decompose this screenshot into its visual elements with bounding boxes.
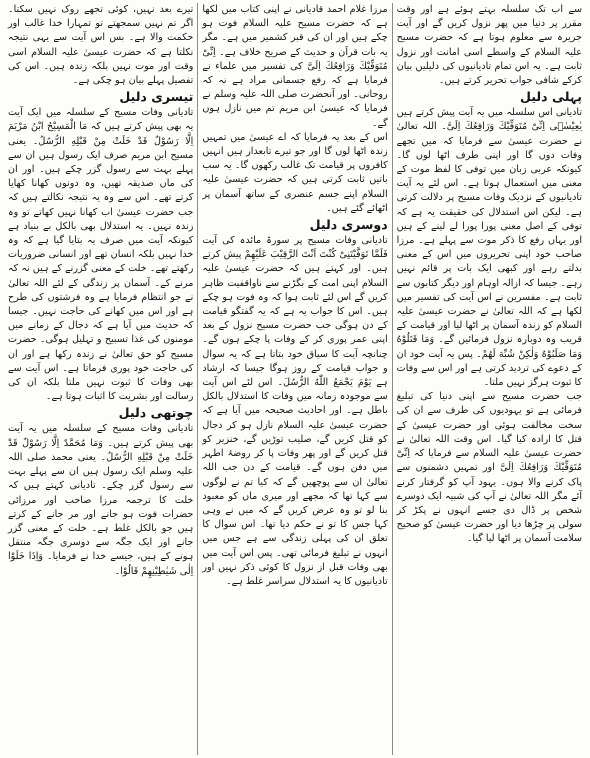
paragraph: تادیانی اس سلسلہ میں یہ آیت پیش کرتے ہیں یٰعِیْسٰۤی اِنِّیْ مُتَوَفِّیْكَ وَرَافِعُكَ اِلَیَّ۔ اللہ تعالیٰ نے حضرت عیسیٰ سے فرمایا کہ میں تجھے وفات دوں گا اور اپنی طرف اٹھا لوں گا۔ کیونکہ عربی زبان میں توفی کا لفظ موت کے معنی میں استعمال ہوتا ہے۔ اس لئے یہ آیت تادیانیوں کے نزدیک وفات مسیح پر دلالت کرتی ہے۔ لیکن اس استدلال کی حقیقت یہ ہے کہ توفی کے اصل معنی پورا پورا لے لینے کے ہیں اور یہاں رفع کا ذکر موت سے پہلے ہے۔ مرزا صاحب خود اپنی تحریروں میں اس کے معنی بدلتے رہے اور کبھی ایک بات پر قائم نہیں رہے۔ جیسا کہ ازالہ اوہام اور دیگر کتابوں سے ثابت ہے۔ مفسرین نے اس آیت کی تفسیر میں لکھا ہے کہ اللہ تعالیٰ نے حضرت عیسیٰ علیہ السلام کو زندہ آسمان پر اٹھا لیا اور قیامت کے قریب وہ دوبارہ نزول فرمائیں گے۔ وَمَا قَتَلُوْهُ وَمَا صَلَبُوْهُ وَلٰكِنْ شُبِّهَ لَهُمْ۔ پس یہ آیت خود ان کے دعوے کی تردید کرتی ہے اور اس سے وفات کا ثبوت ہرگز نہیں ملتا۔	[396, 107, 582, 389]
paragraph: جب حضرت مسیح سے اپنی دنیا کی تبلیغ فرمائی ہے تو یہودیوں کی طرف سے ان کی سخت مخالفت ہوئی اور حضرت عیسیٰ کے قتل کا ارادہ کیا گیا۔ اس وقت اللہ تعالیٰ نے حضرت عیسیٰ علیہ السلام سے فرمایا کہ اِنِّیْ مُتَوَفِّیْكَ وَرَافِعُكَ اِلَیَّ اور تمہیں دشمنوں سے پاک کرنے والا ہوں۔ یہود آپ کو گرفتار کرنے آئے مگر اللہ تعالیٰ نے آپ کی شبیہ ایک دوسرے شخص پر ڈال دی جسے انہوں نے پکڑ کر سولی پر چڑھا دیا اور حضرت عیسیٰ کو صحیح سلامت آسمان پر اٹھا لیا گیا۔	[396, 391, 582, 545]
paragraph: سے اب تک سلسلہ بہتے ہوئے ہے اور وقت مقرر پر دنیا میں پھر نزول کریں گے اور آیت جریرہ سے معلوم ہوتا ہے کہ حضرت مسیح علیہ السلام کے واسطے اسی امانت اور نزول ثابت ہے۔ یہ اس تمام تادیانیوں کی دلیلیں بیان کرکے شافی جواب تحریر کرتے ہیں۔	[396, 4, 582, 87]
column-right	[393, 3, 586, 755]
column-middle	[198, 3, 392, 755]
section-heading: پہلی دلیل	[520, 89, 582, 105]
paragraph: اس کے بعد یہ فرمایا کہ اے عیسیٰ میں تمہیں زندہ اٹھا لوں گا اور جو تیرے تابعدار ہیں انہیں کافروں پر قیامت تک غالب رکھوں گا۔ یہ سب باتیں ثابت کرتی ہیں کہ حضرت عیسیٰ علیہ السلام اپنے جسم عنصری کے ساتھ آسمان پر اٹھائے گئے ہیں۔	[202, 131, 388, 214]
paragraph: تادیانی وفات مسیح کے سلسلہ میں ایک آیت یہ بھی پیش کرتے ہیں کہ مَا الْمَسِیْحُ ابْنُ مَرْیَمَ اِلَّا رَسُوْلٌ قَدْ خَلَتْ مِنْ قَبْلِهِ الرُّسُلُ۔ یعنی مسیح ابن مریم صرف ایک رسول ہیں ان سے پہلے بہت سے رسول گزر چکے ہیں۔ اور ان کی ماں صدیقہ تھیں، وہ دونوں کھانا کھایا کرتے تھے۔ اس سے وہ یہ نتیجہ نکالتے ہیں کہ جب حضرت عیسیٰ اب کھانا نہیں کھاتے تو وہ زندہ نہیں۔ یہ استدلال بھی بالکل بے بنیاد ہے کیونکہ آیت میں صرف یہ بتایا گیا ہے کہ وہ خدا نہیں بلکہ انسان تھے اور انسانی ضروریات رکھتے تھے۔ خلت کے معنی گزرنے کے ہیں نہ کہ مرنے کے۔ آسمان پر زندگی کے لئے اللہ تعالیٰ نے جو انتظام فرمایا ہے وہ فرشتوں کی طرح ہے اور اس میں کھانے کی حاجت نہیں۔ جیسا کہ حدیث میں آیا ہے کہ دجال کے زمانے میں مومنوں کی غذا تسبیح و تہلیل ہوگی۔ حضرت مسیح کو حق تعالیٰ نے زندہ رکھا ہے اور ان کی حاجت خود پوری فرماتا ہے۔ اس آیت سے بھی وفات کا ثبوت نہیں ملتا بلکہ ان کی رسالت اور بشریت کا اثبات ہوتا ہے۔	[8, 107, 194, 403]
section-heading: چوتھی دلیل	[118, 405, 194, 421]
column-left	[4, 3, 198, 755]
section-heading: تیسری دلیل	[119, 89, 194, 105]
paragraph: مرزا غلام احمد قادیانی نے اپنی کتاب میں لکھا ہے کہ حضرت مسیح علیہ السلام فوت ہو چکے ہیں اور ان کی قبر کشمیر میں ہے۔ مگر یہ بات قرآن و حدیث کے صریح خلاف ہے۔ اِنِّیْ مُتَوَفِّیْكَ وَرَافِعُكَ اِلَیَّ کی تفسیر میں علماء نے فرمایا ہے کہ رفع جسمانی مراد ہے نہ کہ روحانی۔ اور آنحضرت صلی اللہ علیہ وسلم نے فرمایا کہ عیسیٰ ابن مریم تم میں نازل ہوں گے۔	[202, 4, 388, 129]
paragraph: تیرے بعد نہیں، کوئی تجھے روک نہیں سکتا۔ اگر تم نہیں سمجھتے تو تمہارا خدا غالب اور حکمت والا ہے۔ بس اس آیت سے یہی نتیجہ نکلتا ہے کہ حضرت عیسیٰ علیہ السلام اسی وقت اور موت نہیں بلکہ زندہ ہیں۔ اس کی تفصیل پہلے بیان ہو چکی ہے۔	[8, 4, 194, 87]
paragraph: تادیانی وفات مسیح پر سورۃ مائدہ کی آیت فَلَمَّا تَوَفَّیْتَنِیْ كُنْتَ اَنْتَ الرَّقِیْبَ عَلَیْهِمْ پیش کرتے ہیں۔ اور کہتے ہیں کہ حضرت عیسیٰ علیہ السلام اپنی امت کے بگڑنے سے ناواقفیت ظاہر کریں گے اس لئے ثابت ہوا کہ وہ فوت ہو چکے ہیں۔ اس کا جواب یہ ہے کہ یہ گفتگو قیامت کے دن ہوگی جب حضرت مسیح نزول کے بعد اپنی عمر پوری کر کے وفات پا چکے ہوں گے۔ چنانچہ آیت کا سیاق خود بتاتا ہے کہ یہ سوال و جواب قیامت کے روز ہوگا جیسا کہ ارشاد ہے یَوْمَ یَجْمَعُ اللّٰهُ الرُّسُلَ۔ اس لئے اس آیت سے موجودہ زمانہ میں وفات کا استدلال بالکل باطل ہے۔ اور احادیث صحیحہ میں آیا ہے کہ حضرت عیسیٰ علیہ السلام نازل ہو کر دجال کو قتل کریں گے، صلیب توڑیں گے، خنزیر کو قتل کریں گے اور پھر وفات پا کر روضۂ اطہر میں دفن ہوں گے۔ قیامت کے دن جب اللہ تعالیٰ ان سے پوچھیں گے کہ کیا تم نے لوگوں سے کہا تھا کہ مجھے اور میری ماں کو معبود بنا لو تو وہ عرض کریں گے کہ میں نے وہی کہا جس کا تو نے حکم دیا تھا۔ اس سوال کا تعلق ان کی پہلی زندگی سے ہے جس میں انہوں نے تبلیغ فرمائی تھی۔ پس اس آیت میں بھی وفات قبل از نزول کا کوئی ذکر نہیں اور تادیانیوں کا یہ استدلال سراسر غلط ہے۔	[202, 235, 388, 587]
paragraph: تادیانی وفات مسیح کے سلسلہ میں یہ آیت بھی پیش کرتے ہیں۔ وَمَا مُحَمَّدٌ اِلَّا رَسُوْلٌ قَدْ خَلَتْ مِنْ قَبْلِهِ الرُّسُلُ۔ یعنی محمد صلی اللہ علیہ وسلم ایک رسول ہیں ان سے پہلے بہت سے رسول گزر چکے۔ تادیانی کہتے ہیں کہ خلت کا ترجمہ مرزا صاحب اور مرزائی حضرات فوت ہو جانے اور مر جانے کے کرتے ہیں جو بالکل غلط ہے۔ خلت کے معنی گزر جانے اور ایک جگہ سے دوسری جگہ منتقل ہونے کے ہیں، جیسے خدا نے فرمایا۔ وَاِذَا خَلَوْا اِلٰى شَیٰطِیْنِهِمْ قَالُوْا۔	[8, 423, 194, 577]
section-heading: دوسری دلیل	[309, 217, 388, 233]
text-columns	[4, 3, 586, 755]
